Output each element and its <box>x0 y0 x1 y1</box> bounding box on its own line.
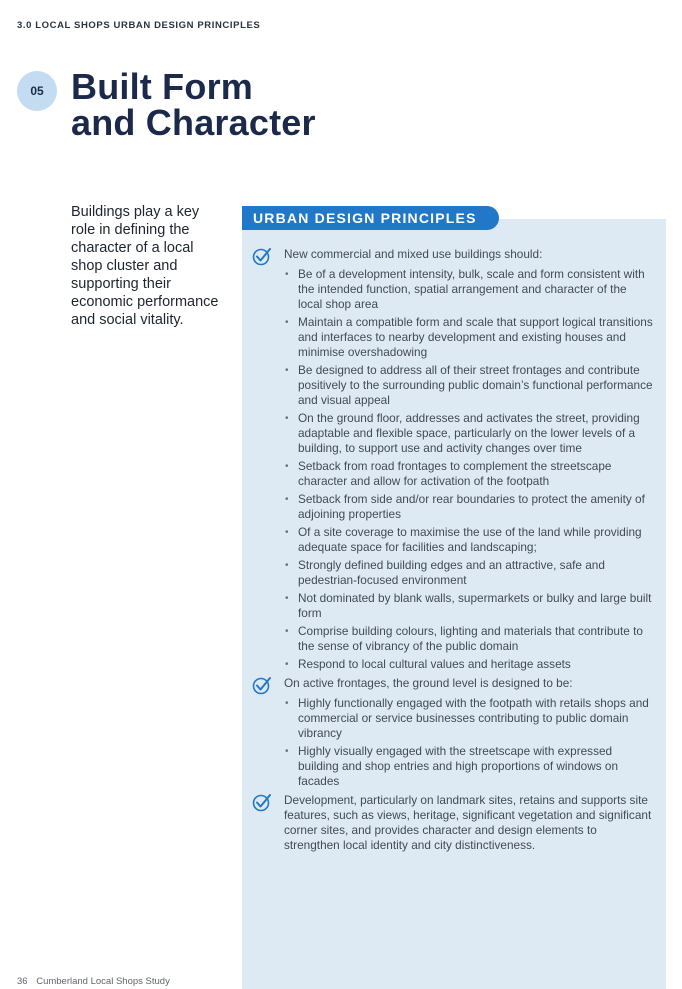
panel-tab: URBAN DESIGN PRINCIPLES <box>242 206 499 230</box>
bullet-item: • On the ground floor, addresses and activates the street, providing adaptable and flexible space, particularly on the lower levels of a building, to support use and activity changes over time <box>298 411 654 456</box>
bullet-item: • Be designed to address all of their street frontages and contribute positively to the surrounding public domain’s functional performance and visual appeal <box>298 363 654 408</box>
check-circle-icon <box>252 246 272 266</box>
page-title-line-1: Built Form <box>71 66 253 107</box>
bullet-item: • Setback from side and/or rear boundaries to protect the amenity of adjoining properties <box>298 492 654 522</box>
check-circle-icon <box>252 792 272 812</box>
principle-text: On active frontages, the ground level is designed to be: <box>284 676 573 690</box>
principle-item <box>252 792 654 853</box>
footer <box>17 976 170 987</box>
publication-title: Cumberland Local Shops Study <box>36 976 170 987</box>
section-number-badge: 05 <box>17 71 57 111</box>
principle-item <box>252 246 654 672</box>
bullet-item: • Comprise building colours, lighting and materials that contribute to the sense of vibrancy of the public domain <box>298 624 654 654</box>
running-header: 3.0 LOCAL SHOPS URBAN DESIGN PRINCIPLES <box>17 20 261 31</box>
principle-item <box>252 675 654 789</box>
page-title <box>71 66 316 143</box>
page-number: 36 <box>17 976 28 987</box>
principle-bullet-list <box>284 267 654 672</box>
page-title-line-2: and Character <box>71 102 316 143</box>
principles-list <box>252 246 654 856</box>
principle-bullet-list <box>284 696 654 789</box>
bullet-item: • Respond to local cultural values and heritage assets <box>298 657 654 672</box>
principle-text: New commercial and mixed use buildings should: <box>284 247 543 261</box>
bullet-item: • Highly functionally engaged with the footpath with retails shops and commercial or service businesses contributing to public domain vibrancy <box>298 696 654 741</box>
bullet-item: • Setback from road frontages to complement the streetscape character and allow for activation of the footpath <box>298 459 654 489</box>
check-circle-icon <box>252 675 272 695</box>
principle-text: Development, particularly on landmark sites, retains and supports site features, such as views, heritage, significant vegetation and significant corner sites, and provides character and design elements to strengthen local identity and city distinctiveness. <box>284 793 652 852</box>
bullet-item: • Not dominated by blank walls, supermarkets or bulky and large built form <box>298 591 654 621</box>
bullet-item: • Strongly defined building edges and an attractive, safe and pedestrian-focused environment <box>298 558 654 588</box>
bullet-item: • Of a site coverage to maximise the use of the land while providing adequate space for facilities and landscaping; <box>298 525 654 555</box>
bullet-item: • Highly visually engaged with the streetscape with expressed building and shop entries and high proportions of windows on facades <box>298 744 654 789</box>
bullet-item: • Be of a development intensity, bulk, scale and form consistent with the intended function, spatial arrangement and character of the local shop area <box>298 267 654 312</box>
bullet-item: • Maintain a compatible form and scale that support logical transitions and interfaces to nearby development and existing houses and minimise overshadowing <box>298 315 654 360</box>
intro-text: Buildings play a key role in defining the character of a local shop cluster and supporting their economic performance and social vitality. <box>71 204 219 328</box>
